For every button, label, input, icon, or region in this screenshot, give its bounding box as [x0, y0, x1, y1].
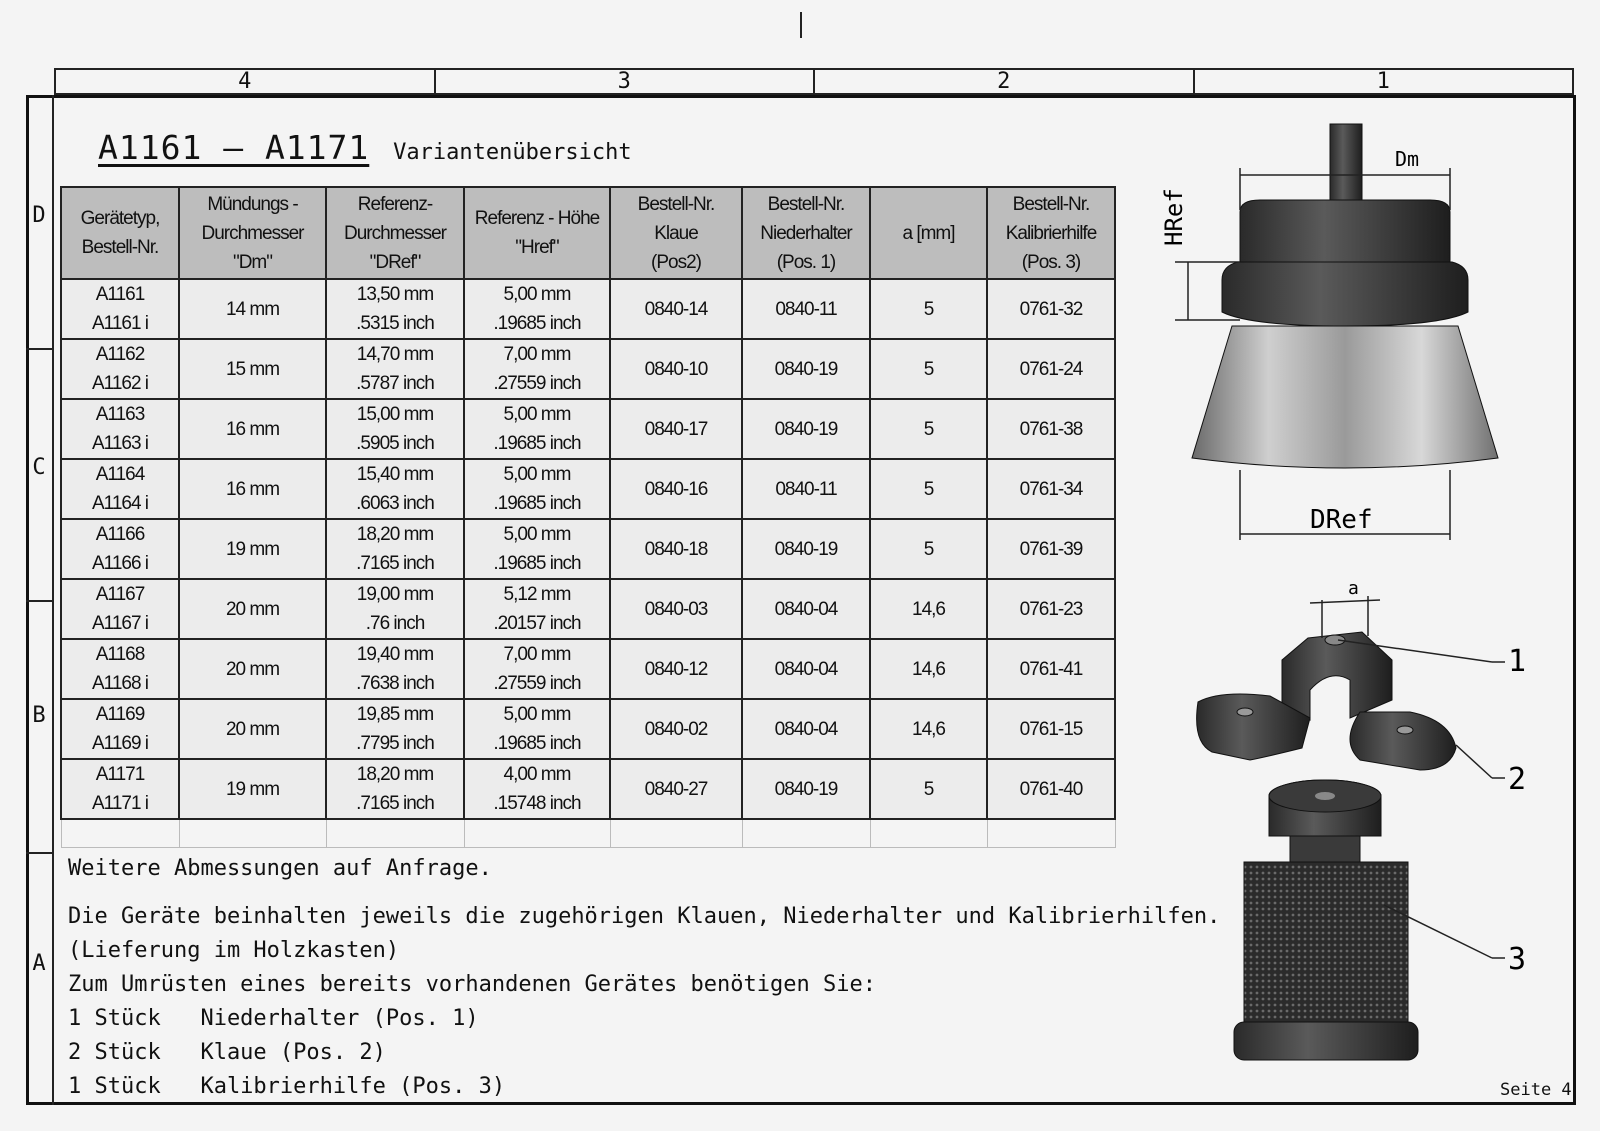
zone-2: 2	[815, 70, 1195, 93]
title-sub: Variantenübersicht	[393, 140, 632, 165]
blank-cell	[61, 819, 179, 848]
cell-klaue: 0840-18	[610, 519, 742, 579]
technical-drawing	[1100, 100, 1560, 1090]
header-line: (Pos. 3)	[1021, 251, 1081, 273]
blank-row	[61, 819, 1115, 848]
cell-kalibrier: 0761-41	[987, 639, 1115, 699]
cell-line: A1171 i	[91, 793, 149, 814]
header-line: Gerätetyp,	[80, 208, 160, 229]
table-row	[61, 459, 1115, 519]
cell-line: .27559 inch	[493, 373, 581, 394]
zone-divider	[26, 600, 54, 602]
zone-b: B	[32, 703, 46, 728]
cell-dm: 14 mm	[179, 279, 326, 339]
table-header-cell	[179, 187, 326, 279]
zone-1: 1	[1376, 69, 1390, 94]
cell-line: A1166	[95, 524, 145, 545]
table-row	[61, 639, 1115, 699]
cell-line: .19685 inch	[493, 433, 581, 454]
center-mark	[800, 12, 802, 38]
cell-line: 15,40 mm	[356, 464, 434, 485]
zone-4: 4	[56, 70, 436, 93]
cell-klaue: 0840-14	[610, 279, 742, 339]
note-line: Die Geräte beinhalten jeweils die zugehörigen Klauen, Niederhalter und Kalibrierhilfen.	[68, 904, 1221, 929]
cell-a: 5	[870, 279, 987, 339]
cell-href	[464, 279, 610, 339]
cell-kalibrier: 0761-39	[987, 519, 1115, 579]
cell-line: .7638 inch	[356, 673, 434, 694]
zone-d: D	[32, 203, 46, 228]
cell-href	[464, 759, 610, 819]
cell-line: 5,00 mm	[503, 704, 571, 725]
cell-line: .19685 inch	[493, 313, 581, 334]
zone-divider	[26, 348, 54, 350]
cell-dref	[326, 399, 464, 459]
a-label: a	[1348, 578, 1359, 599]
cell-dm: 20 mm	[179, 699, 326, 759]
cell-line: .5787 inch	[356, 373, 434, 394]
header-line: Referenz - Höhe	[474, 208, 600, 229]
cell-line: A1161 i	[91, 313, 149, 334]
cell-line: 4,00 mm	[503, 764, 571, 785]
table-row	[61, 699, 1115, 759]
table-row	[61, 759, 1115, 819]
note-line: 1 Stück Niederhalter (Pos. 1)	[68, 1006, 479, 1031]
table-row	[61, 579, 1115, 639]
dref-label: DRef	[1310, 505, 1373, 535]
cell-line: A1167 i	[91, 613, 149, 634]
blank-cell	[464, 819, 610, 848]
blank-cell	[987, 819, 1115, 848]
cell-line: A1171	[95, 764, 145, 785]
header-line: Kalibrierhilfe	[1005, 222, 1097, 244]
pos-1-label: 1	[1508, 644, 1527, 679]
cell-dm: 16 mm	[179, 399, 326, 459]
cell-klaue: 0840-03	[610, 579, 742, 639]
cell-line: 14,70 mm	[356, 344, 434, 365]
table-header-row	[61, 187, 1115, 279]
cell-line: A1166 i	[91, 553, 149, 574]
cell-line: .27559 inch	[493, 673, 581, 694]
cell-a: 5	[870, 459, 987, 519]
cell-line: A1161	[95, 284, 145, 305]
cell-line: 13,50 mm	[356, 284, 434, 305]
cell-line: 19,40 mm	[356, 644, 434, 665]
table-header-cell	[870, 187, 987, 279]
table-header-cell	[464, 187, 610, 279]
cell-dm: 19 mm	[179, 519, 326, 579]
table-header-cell	[610, 187, 742, 279]
table-row	[61, 279, 1115, 339]
cell-dm: 16 mm	[179, 459, 326, 519]
page-number: Seite 4	[1500, 1080, 1572, 1100]
header-line: "Href"	[515, 237, 559, 258]
cell-klaue: 0840-27	[610, 759, 742, 819]
cell-niederhalter: 0840-19	[742, 339, 870, 399]
cell-klaue: 0840-02	[610, 699, 742, 759]
cell-klaue: 0840-12	[610, 639, 742, 699]
cell-line: A1163	[95, 404, 145, 425]
cell-line: A1168 i	[91, 673, 149, 694]
cell-line: 5,00 mm	[503, 524, 571, 545]
title-main: A1161 – A1171	[98, 128, 370, 167]
cell-line: 5,00 mm	[503, 404, 571, 425]
cell-dref	[326, 279, 464, 339]
claw-assembly-figure	[1197, 632, 1456, 770]
cell-line: A1162	[95, 344, 145, 365]
cell-dref	[326, 639, 464, 699]
header-line: "Dm"	[232, 251, 273, 273]
cell-line: 19,00 mm	[356, 584, 434, 605]
cell-kalibrier: 0761-32	[987, 279, 1115, 339]
cell-dref	[326, 759, 464, 819]
cell-dm: 20 mm	[179, 639, 326, 699]
header-line: Durchmesser	[344, 222, 446, 244]
cell-line: .15748 inch	[493, 793, 581, 814]
header-line: Bestell-Nr.	[1012, 193, 1090, 215]
cell-niederhalter: 0840-19	[742, 759, 870, 819]
cell-line: .20157 inch	[493, 613, 581, 634]
cell-line: .5905 inch	[356, 433, 434, 454]
cell-type	[61, 339, 179, 399]
cell-dm: 20 mm	[179, 579, 326, 639]
cell-dref	[326, 459, 464, 519]
cell-type	[61, 699, 179, 759]
cell-line: A1162 i	[91, 373, 149, 394]
cell-line: A1169 i	[91, 733, 149, 754]
cell-href	[464, 519, 610, 579]
cell-dref	[326, 339, 464, 399]
header-line: Mündungs -	[207, 193, 298, 215]
blank-cell	[870, 819, 987, 848]
note-line: Weitere Abmessungen auf Anfrage.	[68, 856, 492, 881]
cell-niederhalter: 0840-11	[742, 459, 870, 519]
table-row	[61, 339, 1115, 399]
header-line: Niederhalter	[760, 222, 852, 244]
cell-dref	[326, 699, 464, 759]
cell-niederhalter: 0840-04	[742, 639, 870, 699]
cell-line: .7165 inch	[356, 553, 434, 574]
blank-cell	[326, 819, 464, 848]
table-row	[61, 399, 1115, 459]
note-line: (Lieferung im Holzkasten)	[68, 938, 400, 963]
cell-href	[464, 459, 610, 519]
cell-klaue: 0840-16	[610, 459, 742, 519]
cell-dref	[326, 519, 464, 579]
note-line: 1 Stück Kalibrierhilfe (Pos. 3)	[68, 1074, 506, 1099]
table-header-cell	[987, 187, 1115, 279]
table-header-cell	[742, 187, 870, 279]
table-header-cell	[326, 187, 464, 279]
cell-dm: 15 mm	[179, 339, 326, 399]
cell-type	[61, 519, 179, 579]
zone-divider	[26, 852, 54, 854]
cell-line: 5,00 mm	[503, 284, 571, 305]
cell-niederhalter: 0840-19	[742, 519, 870, 579]
note-line: Zum Umrüsten eines bereits vorhandenen Gerätes benötigen Sie:	[68, 972, 876, 997]
cell-kalibrier: 0761-40	[987, 759, 1115, 819]
blank-cell	[179, 819, 326, 848]
cell-href	[464, 579, 610, 639]
cell-href	[464, 639, 610, 699]
cell-line: .7165 inch	[356, 793, 434, 814]
href-label: HRef	[1160, 188, 1188, 246]
cell-kalibrier: 0761-15	[987, 699, 1115, 759]
cell-a: 5	[870, 339, 987, 399]
cell-type	[61, 279, 179, 339]
cell-line: A1168	[95, 644, 145, 665]
cell-line: .5315 inch	[356, 313, 434, 334]
cell-type	[61, 579, 179, 639]
header-line: Durchmesser	[201, 222, 304, 244]
header-line: "DRef"	[369, 251, 421, 273]
cell-a: 14,6	[870, 639, 987, 699]
blank-cell	[610, 819, 742, 848]
table-header-cell	[61, 187, 179, 279]
cell-line: .19685 inch	[493, 553, 581, 574]
cell-type	[61, 639, 179, 699]
page-title	[98, 128, 632, 167]
header-line: a [mm]	[902, 222, 955, 244]
cell-line: .6063 inch	[356, 493, 434, 514]
header-line: Bestell-Nr.	[767, 193, 845, 215]
pos-3-label: 3	[1508, 942, 1527, 977]
cell-kalibrier: 0761-38	[987, 399, 1115, 459]
cell-line: A1167	[95, 584, 145, 605]
cell-href	[464, 339, 610, 399]
dm-label: Dm	[1395, 147, 1420, 171]
cell-line: 5,12 mm	[503, 584, 571, 605]
cell-line: A1164	[95, 464, 145, 485]
cell-line: 18,20 mm	[356, 764, 434, 785]
cell-klaue: 0840-10	[610, 339, 742, 399]
zone-header-top	[54, 68, 1574, 95]
cell-line: .19685 inch	[493, 733, 581, 754]
cell-kalibrier: 0761-24	[987, 339, 1115, 399]
cell-href	[464, 699, 610, 759]
cell-dm: 19 mm	[179, 759, 326, 819]
cell-line: .19685 inch	[493, 493, 581, 514]
zone-3: 3	[436, 70, 816, 93]
header-line: Klaue	[654, 222, 698, 244]
cell-line: 7,00 mm	[503, 344, 571, 365]
header-line: Bestell-Nr.	[637, 193, 715, 215]
zone-c: C	[32, 455, 46, 480]
header-line: Bestell-Nr.	[81, 237, 159, 258]
cell-line: A1163 i	[91, 433, 149, 454]
cell-a: 14,6	[870, 699, 987, 759]
cell-niederhalter: 0840-04	[742, 699, 870, 759]
cell-line: 18,20 mm	[356, 524, 434, 545]
cell-type	[61, 399, 179, 459]
cell-line: 5,00 mm	[503, 464, 571, 485]
cell-niederhalter: 0840-11	[742, 279, 870, 339]
cell-dref	[326, 579, 464, 639]
cell-line: A1169	[95, 704, 145, 725]
zone-a: A	[32, 951, 46, 976]
cell-niederhalter: 0840-04	[742, 579, 870, 639]
header-line: (Pos. 1)	[776, 251, 836, 273]
cell-line: .76 inch	[365, 613, 425, 634]
cell-a: 5	[870, 399, 987, 459]
blank-cell	[742, 819, 870, 848]
calibration-aid-figure	[1234, 780, 1418, 1060]
cell-niederhalter: 0840-19	[742, 399, 870, 459]
cell-line: 7,00 mm	[503, 644, 571, 665]
cell-type	[61, 459, 179, 519]
cell-line: .7795 inch	[356, 733, 434, 754]
header-line: Referenz-	[357, 193, 433, 215]
header-line: (Pos2)	[651, 251, 701, 273]
cell-kalibrier: 0761-34	[987, 459, 1115, 519]
cell-a: 5	[870, 519, 987, 579]
notes	[68, 852, 1220, 1104]
variant-table	[60, 186, 1116, 848]
cell-href	[464, 399, 610, 459]
cell-klaue: 0840-17	[610, 399, 742, 459]
cell-type	[61, 759, 179, 819]
pos-2-label: 2	[1508, 762, 1527, 797]
cell-line: 15,00 mm	[356, 404, 434, 425]
cell-kalibrier: 0761-23	[987, 579, 1115, 639]
cell-line: A1164 i	[91, 493, 149, 514]
cell-a: 5	[870, 759, 987, 819]
cell-line: 19,85 mm	[356, 704, 434, 725]
table-row	[61, 519, 1115, 579]
note-line: 2 Stück Klaue (Pos. 2)	[68, 1040, 386, 1065]
cell-a: 14,6	[870, 579, 987, 639]
